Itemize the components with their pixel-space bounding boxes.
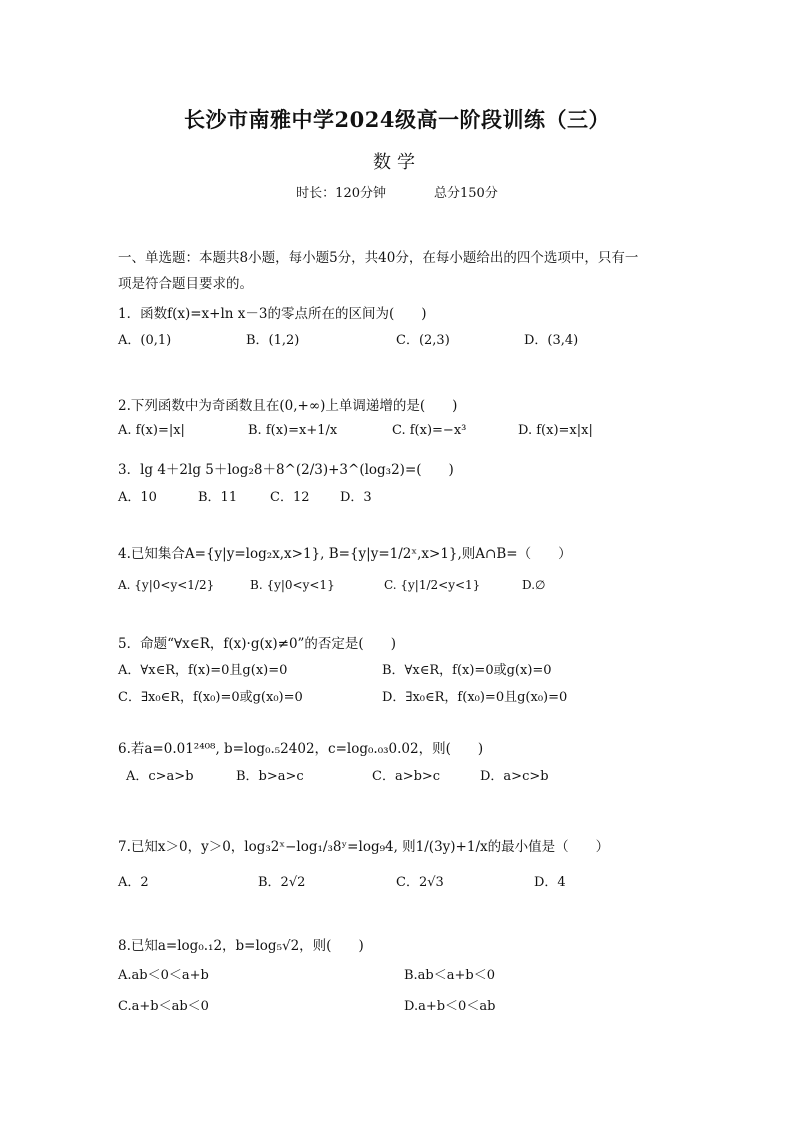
question-2-option-c: C. f(x)=−x³	[392, 423, 467, 438]
question-1-option-a: A．(0,1)	[118, 333, 172, 348]
question-7-option-d: D．4	[534, 875, 566, 890]
question-3-option-d: D．3	[340, 490, 372, 505]
question-8-option-d: D.a+b＜0＜ab	[404, 999, 496, 1014]
question-1-option-d: D．(3,4)	[524, 333, 579, 348]
question-6-stem: 6.若a=0.01²⁴⁰⁸, b=log₀.₅2402，c=log₀.₀₃0.02，则( )	[118, 741, 484, 757]
question-4-option-c: C. {y|1/2<y<1}	[384, 578, 481, 592]
subject-heading: 数学	[373, 152, 421, 173]
section-instructions-line1: 一、单选题：本题共8小题，每小题5分，共40分，在每小题给出的四个选项中，只有一	[118, 250, 639, 266]
exam-duration: 时长：120分钟	[296, 186, 386, 201]
question-7-option-b: B．2√2	[258, 875, 306, 890]
question-8-option-b: B.ab＜a+b＜0	[404, 968, 495, 983]
question-2-option-b: B. f(x)=x+1/x	[248, 423, 338, 438]
question-5-stem: 5．命题“∀x∈R，f(x)·g(x)≠0”的否定是( )	[118, 636, 396, 652]
question-8-option-c: C.a+b＜ab＜0	[118, 999, 209, 1014]
question-3-stem: 3．lg 4＋2lg 5＋log₂8＋8^(2/3)+3^(log₃2)=( )	[118, 462, 454, 478]
question-5-option-d: D．∃x₀∈R，f(x₀)=0且g(x₀)=0	[382, 690, 568, 705]
question-3-option-c: C．12	[270, 490, 310, 505]
question-1-option-b: B．(1,2)	[246, 333, 300, 348]
exam-total-score: 总分150分	[434, 186, 498, 201]
question-7-stem: 7.已知x＞0，y＞0，log₃2ˣ−log₁/₃8ʸ=log₉4, 则1/(3y)+1/x的最小值是（ ）	[118, 839, 610, 855]
question-4-option-d: D.∅	[522, 578, 546, 592]
question-3-option-a: A．10	[118, 490, 157, 505]
question-5-option-a: A．∀x∈R，f(x)=0且g(x)=0	[118, 663, 288, 678]
question-6-option-c: C．a>b>c	[372, 769, 441, 784]
question-2-option-d: D. f(x)=x|x|	[518, 423, 593, 438]
question-4-option-a: A. {y|0<y<1/2}	[118, 578, 215, 592]
question-3-option-b: B．11	[198, 490, 238, 505]
question-4-stem: 4.已知集合A={y|y=log₂x,x>1}, B={y|y=1/2ˣ,x>1},则A∩B=（ ）	[118, 546, 572, 562]
question-2-stem: 2.下列函数中为奇函数且在(0,+∞)上单调递增的是( )	[118, 398, 458, 414]
exam-meta	[0, 182, 794, 201]
question-5-option-b: B．∀x∈R，f(x)=0或g(x)=0	[382, 663, 552, 678]
section-instructions-line2: 项是符合题目要求的。	[118, 276, 253, 292]
question-6-option-b: B．b>a>c	[236, 769, 304, 784]
question-2-option-a: A. f(x)=|x|	[118, 423, 185, 438]
question-4-option-b: B. {y|0<y<1}	[250, 578, 335, 592]
question-6-option-d: D．a>c>b	[480, 769, 549, 784]
question-6-option-a: A．c>a>b	[126, 769, 194, 784]
question-1-option-c: C．(2,3)	[396, 333, 450, 348]
question-1-stem: 1．函数f(x)=x+ln x－3的零点所在的区间为( )	[118, 306, 427, 322]
question-5-option-c: C．∃x₀∈R，f(x₀)=0或g(x₀)=0	[118, 690, 303, 705]
question-7-option-a: A．2	[118, 875, 149, 890]
question-7-option-c: C．2√3	[396, 875, 444, 890]
question-8-stem: 8.已知a=log₀.₁2，b=log₅√2，则( )	[118, 938, 364, 954]
question-8-option-a: A.ab＜0＜a+b	[118, 968, 209, 983]
page-title: 长沙市南雅中学2024级高一阶段训练（三）	[184, 107, 610, 132]
